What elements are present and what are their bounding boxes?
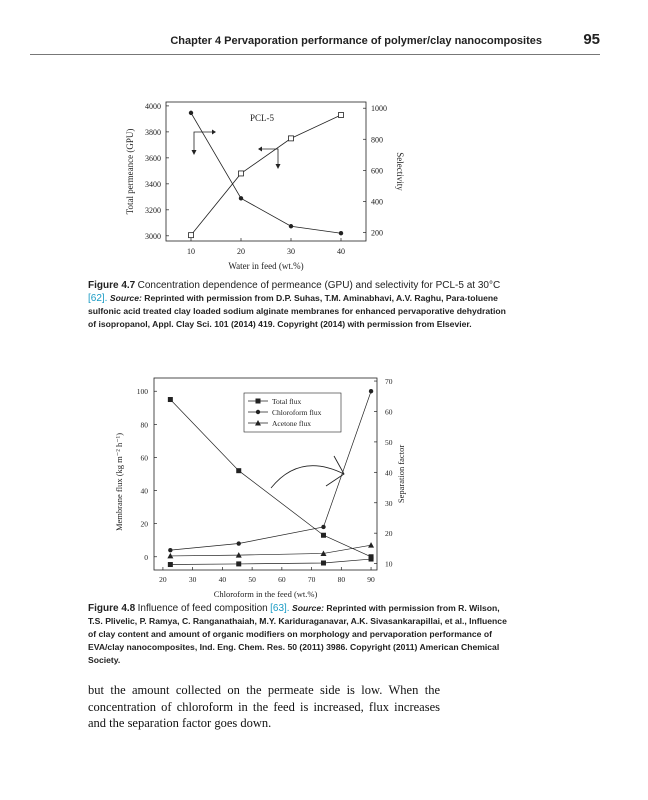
y-tick-label: 60 xyxy=(140,453,148,463)
figure-4-7-chart xyxy=(0,0,648,290)
x-axis-label: Chloroform in the feed (wt.%) xyxy=(213,589,318,599)
y2-tick-label: 30 xyxy=(385,498,393,508)
series-line xyxy=(170,545,371,556)
legend-label: Acetone flux xyxy=(272,419,311,428)
figure-4-8-caption xyxy=(88,602,508,667)
series-line xyxy=(170,559,371,564)
y-tick-label: 0 xyxy=(144,552,148,562)
x-tick-label: 20 xyxy=(237,247,245,256)
data-point xyxy=(321,533,326,538)
x-tick-label: 20 xyxy=(159,575,167,584)
y-tick-label: 3000 xyxy=(145,231,161,241)
x-tick-label: 10 xyxy=(187,247,195,256)
x-tick-label: 60 xyxy=(278,575,286,584)
figure-4-8-label: Figure 4.8 xyxy=(88,603,136,614)
data-point xyxy=(237,541,241,545)
legend-label: Chloroform flux xyxy=(272,408,322,417)
figure-4-7-source-label: Source: xyxy=(109,293,142,303)
data-point xyxy=(236,561,241,566)
data-point xyxy=(369,557,374,562)
data-point xyxy=(289,224,293,228)
figure-4-8-citation[interactable]: [63]. xyxy=(270,603,290,614)
data-point xyxy=(189,233,194,238)
figure-4-7-caption-text: Concentration dependence of permeance (GPU) and selectivity for PCL-5 at 30°C xyxy=(137,280,501,291)
data-point xyxy=(339,231,343,235)
data-point xyxy=(321,525,325,529)
y2-tick-label: 50 xyxy=(385,437,393,447)
x-tick-label: 30 xyxy=(287,247,295,256)
y-tick-label: 20 xyxy=(140,519,148,529)
figure-4-7-caption xyxy=(88,279,508,331)
data-point xyxy=(239,171,244,176)
arrow-head xyxy=(258,147,262,152)
x-tick-label: 40 xyxy=(218,575,227,584)
y2-tick-label: 60 xyxy=(385,407,393,417)
chapter-title: Chapter 4 Pervaporation performance of polymer/clay nanocomposites xyxy=(170,35,542,47)
data-point xyxy=(339,112,344,117)
legend-marker xyxy=(256,410,260,414)
y2-tick-label: 70 xyxy=(385,377,393,387)
figure-4-8-source-text: Reprinted with permission from R. Wilson, T.S. Plivelic, P. Ramya, C. Ranganathaiah, M.Y. Kariduraganavar, A.K. Sivasankarapillai, et al., Influence of clay content and amount of organic modifiers on morphology and pervaporation performance of EVA/clay nanocomposites, Ind. Eng. Chem. Res. 50 (2011) 3986. Copyright (2011) American Chemical Society. xyxy=(88,603,507,665)
annotation-arrow xyxy=(271,466,344,488)
y-tick-label: 40 xyxy=(140,486,148,496)
x-tick-label: 80 xyxy=(337,575,346,584)
data-point xyxy=(369,389,373,393)
x-tick-label: 30 xyxy=(188,575,197,584)
y-tick-label: 3400 xyxy=(145,179,161,189)
y2-axis-label: Selectivity xyxy=(395,152,405,191)
chart-title: PCL-5 xyxy=(249,113,275,123)
y-tick-label: 3200 xyxy=(145,205,161,215)
data-point xyxy=(168,562,173,567)
body-paragraph: but the amount collected on the permeate side is low. When the concentration of chloroform in the feed is increased, flux increases and the separation factor goes down. xyxy=(88,683,440,730)
y2-tick-label: 200 xyxy=(371,228,383,238)
x-tick-label: 40 xyxy=(337,247,345,256)
y2-tick-label: 20 xyxy=(385,529,393,539)
y2-tick-label: 40 xyxy=(385,468,393,478)
y2-axis-label: Separation factor xyxy=(396,444,406,504)
data-point xyxy=(168,397,173,402)
data-point xyxy=(289,136,294,141)
y-tick-label: 3600 xyxy=(145,153,161,163)
data-point xyxy=(189,111,193,115)
x-tick-label: 70 xyxy=(307,575,316,584)
y2-tick-label: 800 xyxy=(371,135,383,145)
y-axis-label: Membrane flux (kg m⁻² h⁻¹) xyxy=(114,432,124,532)
figure-4-8-caption-text: Influence of feed composition xyxy=(137,603,268,614)
y-axis-label: Total permeance (GPU) xyxy=(125,128,135,215)
legend-label: Total flux xyxy=(272,397,302,406)
y-tick-label: 3800 xyxy=(145,127,161,137)
legend-marker xyxy=(256,399,261,404)
data-point xyxy=(168,548,172,552)
arrow-line xyxy=(194,132,212,152)
data-point xyxy=(321,561,326,566)
figure-4-8-source-label: Source: xyxy=(291,603,324,613)
figure-4-7-citation[interactable]: [62]. xyxy=(88,293,108,304)
data-point xyxy=(239,196,243,200)
x-tick-label: 90 xyxy=(367,575,375,584)
y2-tick-label: 10 xyxy=(385,559,393,569)
arrow-head xyxy=(192,150,197,155)
y-tick-label: 100 xyxy=(136,387,148,397)
y2-tick-label: 400 xyxy=(371,197,383,207)
figure-4-8-chart xyxy=(0,360,648,600)
arrow-head xyxy=(276,164,281,169)
x-axis-label: Water in feed (wt.%) xyxy=(228,261,304,271)
data-point xyxy=(236,468,241,473)
y-tick-label: 4000 xyxy=(145,101,161,111)
page-number: 95 xyxy=(583,31,600,48)
y-tick-label: 80 xyxy=(140,420,148,430)
y2-tick-label: 1000 xyxy=(371,104,387,114)
figure-4-7-label: Figure 4.7 xyxy=(88,280,136,291)
annotation-arrow-head xyxy=(326,456,344,486)
data-point xyxy=(368,542,374,548)
y2-tick-label: 600 xyxy=(371,166,383,176)
figure-4-7-source-text: Reprinted with permission from D.P. Suhas, T.M. Aminabhavi, A.V. Raghu, Para-toluene sulfonic acid treated clay loaded sodium alginate membranes for enhanced pervaporative dehydration of isopropanol, Appl. Clay Sci. 101 (2014) 419. Copyright (2014) with permission from Elsevier. xyxy=(88,293,506,329)
arrow-head xyxy=(212,130,216,135)
x-tick-label: 50 xyxy=(248,575,256,584)
